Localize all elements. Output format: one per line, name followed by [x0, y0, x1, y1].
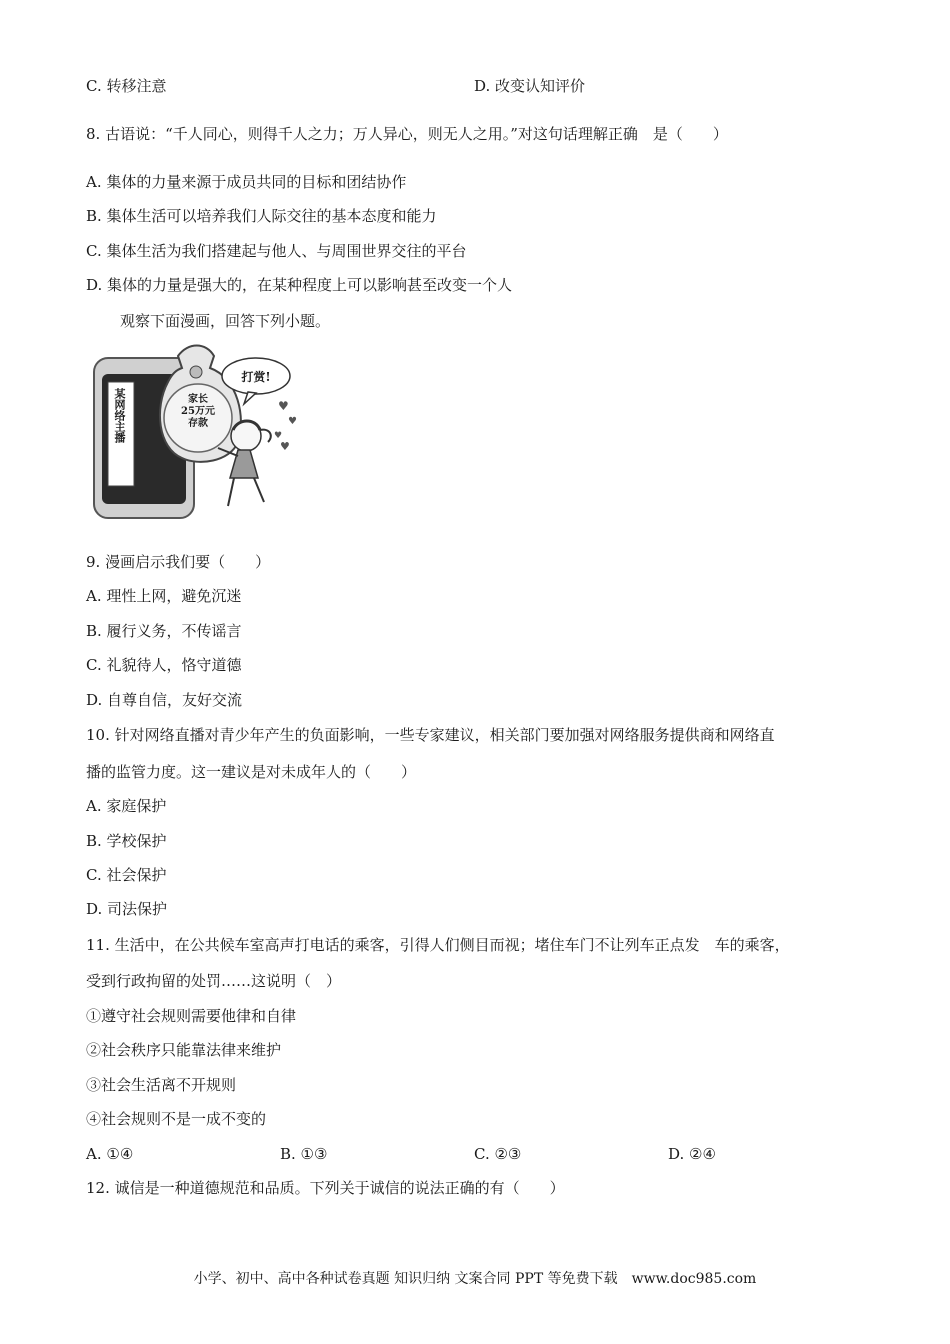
q9-option-d: D. 自尊自信，友好交流	[86, 691, 243, 709]
comic-intro: 观察下面漫画，回答下列小题。	[120, 312, 331, 330]
q11-statement-1: ①遵守社会规则需要他律和自律	[86, 1007, 297, 1025]
q11-statement-3: ③社会生活离不开规则	[86, 1076, 237, 1094]
q8-option-a: A. 集体的力量来源于成员共同的目标和团结协作	[86, 173, 407, 191]
q10-option-c: C. 社会保护	[86, 866, 167, 884]
q9-stem: 9. 漫画启示我们要（ ）	[86, 553, 271, 571]
q9-option-c: C. 礼貌待人，恪守道德	[86, 656, 242, 674]
speech-bubble-text: 打赏!	[241, 370, 271, 384]
q7-option-d: D. 改变认知评价	[474, 77, 586, 95]
q9-option-a: A. 理性上网，避免沉迷	[86, 587, 242, 605]
q10-stem-line2: 播的监管力度。这一建议是对未成年人的（ ）	[86, 763, 417, 781]
q8-option-b: B. 集体生活可以培养我们人际交往的基本态度和能力	[86, 207, 437, 225]
q7-option-c: C. 转移注意	[86, 77, 167, 95]
q12-stem: 12. 诚信是一种道德规范和品质。下列关于诚信的说法正确的有（ ）	[86, 1179, 565, 1197]
q11-stem-line2: 受到行政拘留的处罚……这说明（ ）	[86, 972, 342, 990]
q11-option-b: B. ①③	[280, 1145, 328, 1163]
bag-label-2: 25万元	[181, 406, 215, 417]
q11-stem-line1: 11. 生活中，在公共候车室高声打电话的乘客，引得人们侧目而视；堵住车门不让列车正点发 车的乘客，	[86, 936, 790, 954]
q8-option-c: C. 集体生活为我们搭建起与他人、与周围世界交往的平台	[86, 242, 467, 260]
q11-statement-4: ④社会规则不是一成不变的	[86, 1110, 267, 1128]
q11-option-c: C. ②③	[474, 1145, 522, 1163]
q10-option-b: B. 学校保护	[86, 832, 167, 850]
comic-illustration	[88, 338, 310, 524]
q10-option-d: D. 司法保护	[86, 900, 168, 918]
q9-option-b: B. 履行义务，不传谣言	[86, 622, 242, 640]
bag-label-1: 家长	[188, 394, 208, 405]
svg-text:♥: ♥	[274, 431, 283, 441]
svg-text:♥: ♥	[278, 399, 289, 413]
phone-label: 某网络主播	[113, 388, 126, 443]
svg-text:♥: ♥	[280, 440, 290, 453]
q10-stem-line1: 10. 针对网络直播对青少年产生的负面影响，一些专家建议，相关部门要加强对网络服务提供商和网络直	[86, 726, 775, 744]
svg-text:♥: ♥	[288, 416, 297, 427]
q8-stem: 8. 古语说：“千人同心，则得千人之力；万人异心，则无人之用。”对这句话理解正确 是（ ）	[86, 125, 728, 143]
q11-option-d: D. ②④	[668, 1145, 716, 1163]
q11-option-a: A. ①④	[86, 1145, 134, 1163]
q8-option-d: D. 集体的力量是强大的，在某种程度上可以影响甚至改变一个人	[86, 276, 513, 294]
q10-option-a: A. 家庭保护	[86, 797, 167, 815]
q11-statement-2: ②社会秩序只能靠法律来维护	[86, 1041, 282, 1059]
bag-label-3: 存款	[188, 418, 208, 429]
page-footer: 小学、初中、高中各种试卷真题 知识归纳 文案合同 PPT 等免费下载 www.doc985.com	[193, 1271, 757, 1287]
